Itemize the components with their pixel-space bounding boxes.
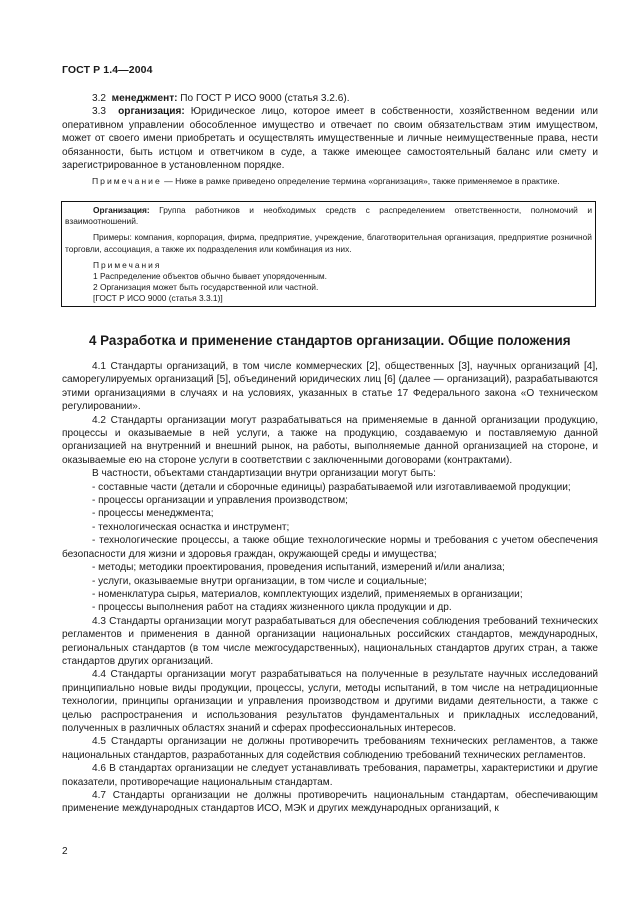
- box-note-1: 1 Распределение объектов обычно бывает упорядоченным.: [93, 271, 327, 282]
- object-list-item: - методы; методики проектирования, проведения испытаний, измерений и/или анализа;: [92, 562, 505, 574]
- section-3-definitions: [62, 92, 598, 188]
- object-list-item: - технологическая оснастка и инструмент;: [92, 521, 290, 533]
- object-list-item: - процессы выполнения работ на стадиях жизненного цикла продукции и др.: [92, 602, 452, 614]
- note-label: Примечание: [92, 176, 162, 187]
- object-list-item: - технологические процессы, а также общие технологические нормы и требования с учетом обеспечения безопасности для жизни и здоровья граждан, окружающей среды и имущества;: [62, 535, 598, 560]
- box-definition: Организация: Группа работников и необходимых средств с распределением ответственности, полномочий и взаимоотношений.: [65, 205, 592, 227]
- box-note-2: 2 Организация может быть государственной или частной.: [93, 282, 319, 293]
- object-list-item: - процессы организации и управления производством;: [92, 495, 348, 507]
- object-list-item: - номенклатура сырья, материалов, комплектующих изделий, применяемых в организации;: [92, 588, 523, 600]
- clause-4-2: 4.2 Стандарты организации могут разрабатываться на применяемые в данной организации продукцию, процессы и оказываемые в ней услуги, а также на продукцию, создаваемую и поставляемую данной организацией на внутренний и внешний рынок, на работы, выполняемые данной организацией на стороне, и оказываемые ею на стороне услуги в соответствии с заключенными договорами (контрактами).: [62, 414, 598, 466]
- document-id-header: ГОСТ Р 1.4—2004: [62, 64, 153, 76]
- term-management: менеджмент:: [111, 93, 178, 104]
- objects-intro: В частности, объектами стандартизации внутри организации могут быть:: [92, 468, 436, 480]
- clause-3-2: 3.2 менеджмент: По ГОСТ Р ИСО 9000 (статья 3.2.6).: [92, 93, 350, 104]
- clause-4-1: 4.1 Стандарты организаций, в том числе коммерческих [2], общественных [3], научных организаций [4], саморегулируемых организаций [5], объединений юридических лиц [6] (далее — организаций), разрабатываются этими организациями в случаях и на условиях, указанных в статье 17 Федерального закона «О техническом регулировании».: [62, 361, 598, 413]
- object-list-item: - процессы менеджмента;: [92, 508, 214, 520]
- definition-frame-box: [61, 201, 596, 307]
- clause-4-7: 4.7 Стандарты организации не должны противоречить национальным стандартам, обеспечивающим применение международных стандартов ИСО, МЭК и других международных организаций, к: [62, 790, 598, 815]
- clause-3-3: 3.3 организация: Юридическое лицо, которое имеет в собственности, хозяйственном ведении или оперативном управлении обособленное имущество и отвечает по своим обязательствам этим имуществом, может от своего имени приобретать и осуществлять имущественные и личные неимущественные права, нести обязанности, быть истцом и ответчиком в суде, а также имеющее самостоятельный баланс или смету и зарегистрированное в установленном порядке.: [62, 106, 598, 172]
- section-4-body: [62, 360, 598, 816]
- object-list-item: - услуги, оказываемые внутри организации, в том числе и социальные;: [92, 575, 427, 587]
- box-source: [ГОСТ Р ИСО 9000 (статья 3.3.1)]: [93, 293, 223, 304]
- box-examples: Примеры: компания, корпорация, фирма, предприятие, учреждение, благотворительная организация, предприятие розничной торговли, ассоциация, а также их подразделения или комбинация из них.: [65, 232, 592, 254]
- object-list-item: - составные части (детали и сборочные единицы) разрабатываемой или изготавливаемой продукции;: [92, 481, 571, 493]
- section-4-heading: 4 Разработка и применение стандартов организации. Общие положения: [89, 333, 571, 348]
- term-organization: организация:: [118, 106, 185, 118]
- clause-4-5: 4.5 Стандарты организации не должны противоречить требованиям технических регламентов, а также национальных стандартов, разработанных для содействия соблюдению требований технических регламентов.: [62, 736, 598, 761]
- clause-3-3-note: Примечание — Ниже в рамке приведено определение термина «организация», также применяемое в практике.: [92, 176, 560, 187]
- page-number: 2: [62, 846, 68, 857]
- clause-4-3: 4.3 Стандарты организации могут разрабатываться для обеспечения соблюдения требований технических регламентов и применения в данной организации национальных российских стандартов, международных, региональных стандартов (в том числе межгосударственных), национальных стандартов других стран, а также стандартов других организаций.: [62, 615, 598, 667]
- clause-4-6: 4.6 В стандартах организации не следует устанавливать требования, параметры, характеристики и другие показатели, противоречащие национальным стандартам.: [62, 763, 598, 788]
- clause-4-4: 4.4 Стандарты организации могут разрабатываться на полученные в результате научных исследований принципиально новые виды продукции, процессы, услуги, методы испытаний, в том числе на нетрадиционные технологии, принципы организации и управления производством и другими видами деятельности, а также с целью распространения и использования результатов фундаментальных и прикладных исследований, полученных в различных областях знаний и сферах профессиональных интересов.: [62, 669, 598, 734]
- box-notes-label: Примечания: [93, 259, 162, 270]
